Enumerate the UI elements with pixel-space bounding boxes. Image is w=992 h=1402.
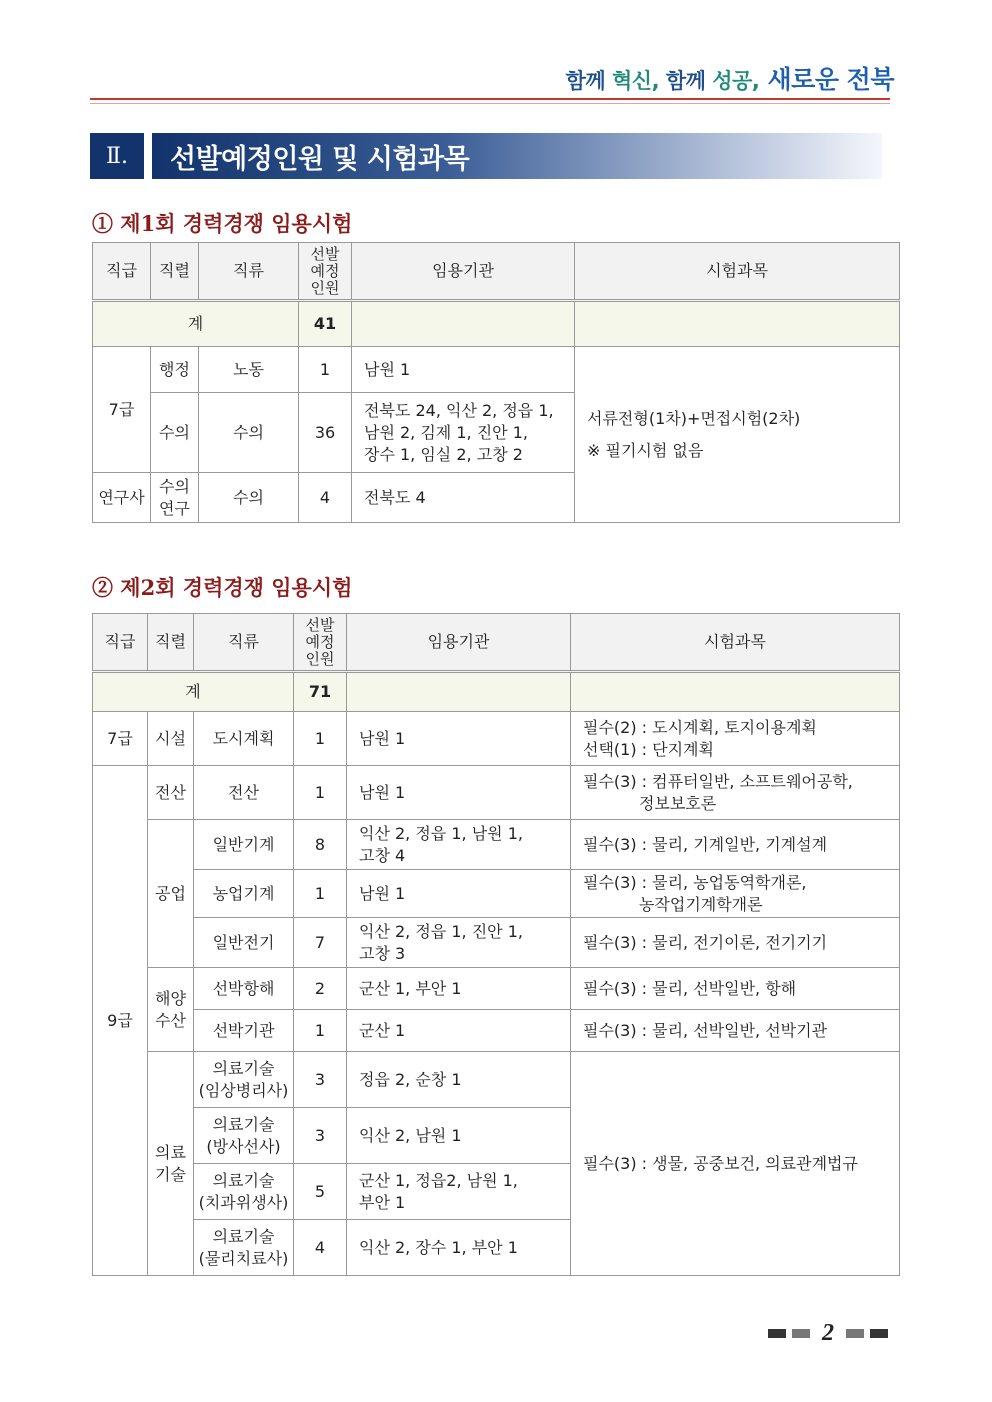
series-cell: 행정: [151, 347, 199, 393]
agency-cell: 남원 1: [347, 870, 571, 918]
series-cell: 공업: [148, 820, 194, 968]
agency-cell: 군산 1: [347, 1010, 571, 1052]
grade-cell: 7급: [93, 712, 148, 766]
class-cell: 노동: [199, 347, 299, 393]
count-cell: 2: [294, 968, 347, 1010]
count-cell: 4: [299, 473, 352, 523]
total-label: 계: [93, 301, 299, 347]
header-subjects: 시험과목: [575, 243, 900, 301]
section-title: 선발예정인원 및 시험과목: [152, 133, 882, 179]
footer-bar-left: [768, 1329, 786, 1338]
class-cell: 의료기술 (방사선사): [194, 1108, 294, 1164]
class-cell: 수의: [199, 473, 299, 523]
subjects-cell: 필수(3) : 물리, 기계일반, 기계설계: [571, 820, 900, 870]
series-cell: 수의: [151, 393, 199, 473]
count-cell: 7: [294, 918, 347, 968]
footer-bar-right: [870, 1329, 888, 1338]
exam1-title: ① 제1회 경력경쟁 임용시험: [92, 211, 353, 236]
series-cell: 수의 연구: [151, 473, 199, 523]
total-count: 71: [294, 672, 347, 712]
table-row: [93, 968, 900, 1010]
agency-cell: 남원 1: [352, 347, 575, 393]
agency-cell: 남원 1: [347, 712, 571, 766]
table-row: [93, 1010, 900, 1052]
count-cell: 8: [294, 820, 347, 870]
medical-subjects-cell: 필수(3) : 생물, 공중보건, 의료관계법규: [571, 1052, 900, 1276]
table-row: [93, 918, 900, 968]
count-cell: 5: [294, 1164, 347, 1220]
subjects-cell: 필수(3) : 컴퓨터일반, 소프트웨어공학, 정보보호론: [571, 766, 900, 820]
header-series: 직렬: [148, 614, 194, 672]
total-subjects: [571, 672, 900, 712]
count-cell: 3: [294, 1052, 347, 1108]
header-divider-thin: [90, 103, 890, 104]
slogan-part3: 함께: [659, 69, 713, 93]
exam2-title: ② 제2회 경력경쟁 임용시험: [92, 575, 353, 600]
exam1-total-row: [93, 301, 900, 347]
count-cell: 1: [294, 766, 347, 820]
total-agency: [347, 672, 571, 712]
grade-cell: 9급: [93, 766, 148, 1276]
header-agency: 임용기관: [347, 614, 571, 672]
subjects-cell: 필수(3) : 물리, 농업동역학개론, 농작업기계학개론: [571, 870, 900, 918]
agency-cell: 남원 1: [347, 766, 571, 820]
class-cell: 일반기계: [194, 820, 294, 870]
agency-cell: 익산 2, 장수 1, 부안 1: [347, 1220, 571, 1276]
table-row: [93, 712, 900, 766]
class-cell: 전산: [194, 766, 294, 820]
header-grade: 직급: [93, 614, 148, 672]
subjects-line1: 서류전형(1차)+면접시험(2차): [587, 408, 801, 428]
header-series: 직렬: [151, 243, 199, 301]
subjects-cell: 필수(3) : 물리, 선박일반, 항해: [571, 968, 900, 1010]
header-grade: 직급: [93, 243, 151, 301]
grade-cell: 연구사: [93, 473, 151, 523]
exam2-header-row: [93, 614, 900, 672]
table-row: [93, 766, 900, 820]
page-footer: [768, 1320, 888, 1347]
slogan-part4: 성공,: [712, 69, 760, 93]
total-agency: [352, 301, 575, 347]
count-cell: 36: [299, 393, 352, 473]
section-number: Ⅱ.: [90, 133, 144, 179]
count-cell: 1: [294, 870, 347, 918]
class-cell: 의료기술 (임상병리사): [194, 1052, 294, 1108]
exam2-total-row: [93, 672, 900, 712]
class-cell: 의료기술 (치과위생사): [194, 1164, 294, 1220]
slogan-part5: 새로운 전북: [759, 65, 894, 94]
class-cell: 선박항해: [194, 968, 294, 1010]
series-cell: 해양 수산: [148, 968, 194, 1052]
subjects-cell: [575, 347, 900, 523]
total-label: 계: [93, 672, 294, 712]
table-row: [93, 820, 900, 870]
subjects-line2: ※ 필기시험 없음: [587, 440, 704, 460]
header-subjects: 시험과목: [571, 614, 900, 672]
subjects-cell: 필수(3) : 물리, 선박일반, 선박기관: [571, 1010, 900, 1052]
header-class: 직류: [199, 243, 299, 301]
exam2-table: [92, 613, 900, 1276]
header-agency: 임용기관: [352, 243, 575, 301]
table-row: [93, 347, 900, 393]
series-cell: 시설: [148, 712, 194, 766]
header-count: 선발 예정 인원: [294, 614, 347, 672]
count-cell: 1: [294, 1010, 347, 1052]
footer-bar-left2: [792, 1329, 810, 1338]
exam1-header-row: [93, 243, 900, 301]
exam1-table: [92, 242, 900, 523]
class-cell: 일반전기: [194, 918, 294, 968]
slogan-part2: 혁신,: [612, 69, 660, 93]
footer-bar-right2: [846, 1329, 864, 1338]
agency-cell: 익산 2, 정읍 1, 진안 1, 고창 3: [347, 918, 571, 968]
agency-cell: 군산 1, 부안 1: [347, 968, 571, 1010]
agency-cell: 전북도 24, 익산 2, 정읍 1, 남원 2, 김제 1, 진안 1, 장수 1, 임실 2, 고창 2: [352, 393, 575, 473]
class-cell: 의료기술 (물리치료사): [194, 1220, 294, 1276]
header-divider: [90, 98, 890, 100]
count-cell: 1: [299, 347, 352, 393]
series-cell: 전산: [148, 766, 194, 820]
slogan: [566, 60, 894, 96]
table-row: [93, 870, 900, 918]
header-count: 선발 예정 인원: [299, 243, 352, 301]
class-cell: 도시계획: [194, 712, 294, 766]
slogan-part1: 함께: [565, 69, 612, 93]
count-cell: 3: [294, 1108, 347, 1164]
class-cell: 농업기계: [194, 870, 294, 918]
header-class: 직류: [194, 614, 294, 672]
agency-cell: 정읍 2, 순창 1: [347, 1052, 571, 1108]
total-count: 41: [299, 301, 352, 347]
agency-cell: 군산 1, 정읍2, 남원 1, 부안 1: [347, 1164, 571, 1220]
total-subjects: [575, 301, 900, 347]
class-cell: 수의: [199, 393, 299, 473]
subjects-cell: 필수(2) : 도시계획, 토지이용계획 선택(1) : 단지계획: [571, 712, 900, 766]
agency-cell: 전북도 4: [352, 473, 575, 523]
table-row: [93, 1052, 900, 1108]
count-cell: 1: [294, 712, 347, 766]
agency-cell: 익산 2, 남원 1: [347, 1108, 571, 1164]
page-number: 2: [822, 1320, 834, 1346]
subjects-cell: 필수(3) : 물리, 전기이론, 전기기기: [571, 918, 900, 968]
agency-cell: 익산 2, 정읍 1, 남원 1, 고창 4: [347, 820, 571, 870]
count-cell: 4: [294, 1220, 347, 1276]
class-cell: 선박기관: [194, 1010, 294, 1052]
grade-cell: 7급: [93, 347, 151, 473]
series-cell: 의료 기술: [148, 1052, 194, 1276]
